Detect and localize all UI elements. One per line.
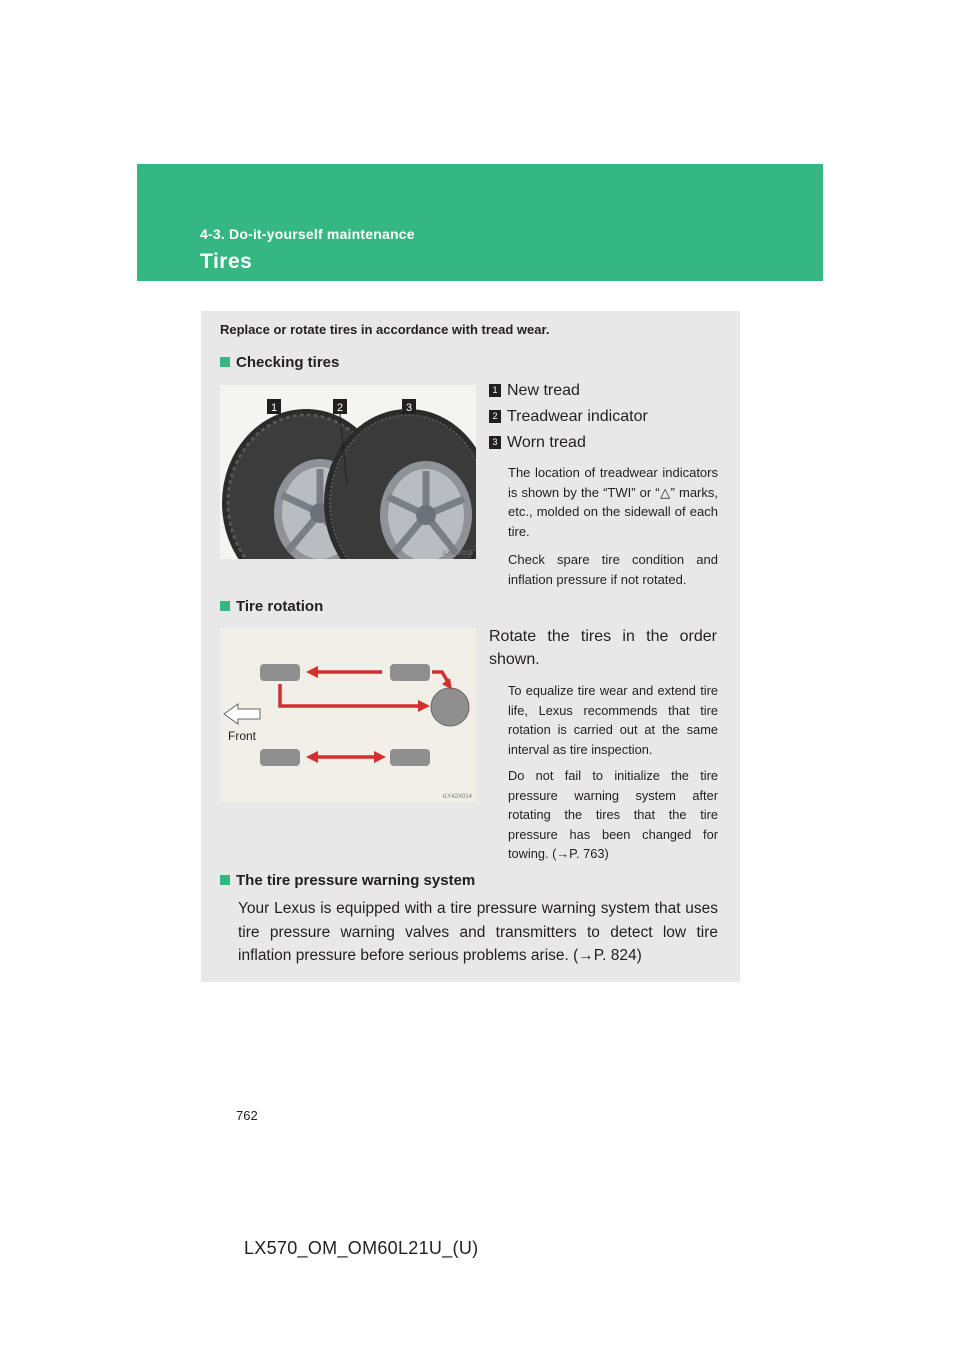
tire-rotation-diagram (220, 628, 476, 802)
tires-illustration (220, 385, 476, 559)
list-item: 1 New tread (489, 382, 580, 400)
footer-code: LX570_OM_OM60L21U_(U) (244, 1238, 479, 1258)
page-title: Tires (200, 250, 253, 273)
list-item: 2 Treadwear indicator (489, 408, 648, 426)
tpws-body: Your Lexus is equipped with a tire pressure warning system that uses tire pressure warning valves and transmitters to detect low tire inflation pressure before serious problems arise. (→P. 824) (238, 900, 718, 964)
svg-text:1: 1 (270, 402, 278, 414)
number-badge: 2 (489, 410, 501, 423)
svg-text:3: 3 (405, 402, 413, 414)
bullet-square-icon (220, 875, 230, 885)
tpws-heading: The tire pressure warning system (220, 872, 475, 889)
rotation-lead: Rotate the tires in the order shown. (489, 628, 717, 668)
tire-rear-right (390, 749, 430, 766)
rotation-diagram-svg (220, 628, 476, 802)
svg-text:2: 2 (336, 402, 344, 414)
rotation-interval-note: To equalize tire wear and extend tire life, Lexus recommends that tire rotation is carried out at the same interval as tire inspection. (508, 683, 718, 757)
list-item: 3 Worn tread (489, 434, 586, 452)
page-number: 762 (236, 1108, 258, 1123)
tire-front-right (260, 749, 300, 766)
bullet-square-icon (220, 357, 230, 367)
spare-tire (431, 688, 469, 726)
tire-rotation-heading: Tire rotation (220, 598, 323, 615)
number-badge: 3 (489, 436, 501, 449)
bullet-square-icon (220, 601, 230, 611)
checking-tires-heading: Checking tires (220, 354, 339, 371)
treadwear-note: The location of treadwear indicators is shown by the “TWI” or “△” marks, etc., molded on the sidewall of each tire. (508, 465, 718, 539)
tire-front-left (260, 664, 300, 681)
tire-rear-left (390, 664, 430, 681)
svg-text:ILY42X014: ILY42X014 (442, 794, 472, 800)
number-badge: 1 (489, 384, 501, 397)
intro-text: Replace or rotate tires in accordance with tread wear. (220, 322, 550, 337)
tire-tread-photo (220, 385, 476, 559)
tpws-initialize-note: Do not fail to initialize the tire pressure warning system after rotating the tires that the tire pressure has been changed for towing. (→P. 763) (508, 768, 718, 861)
section-label: 4-3. Do-it-yourself maintenance (200, 226, 415, 242)
svg-text:ILY42X012: ILY42X012 (442, 551, 472, 557)
front-label: Front (228, 729, 257, 743)
spare-tire-note: Check spare tire condition and inflation pressure if not rotated. (508, 552, 718, 587)
